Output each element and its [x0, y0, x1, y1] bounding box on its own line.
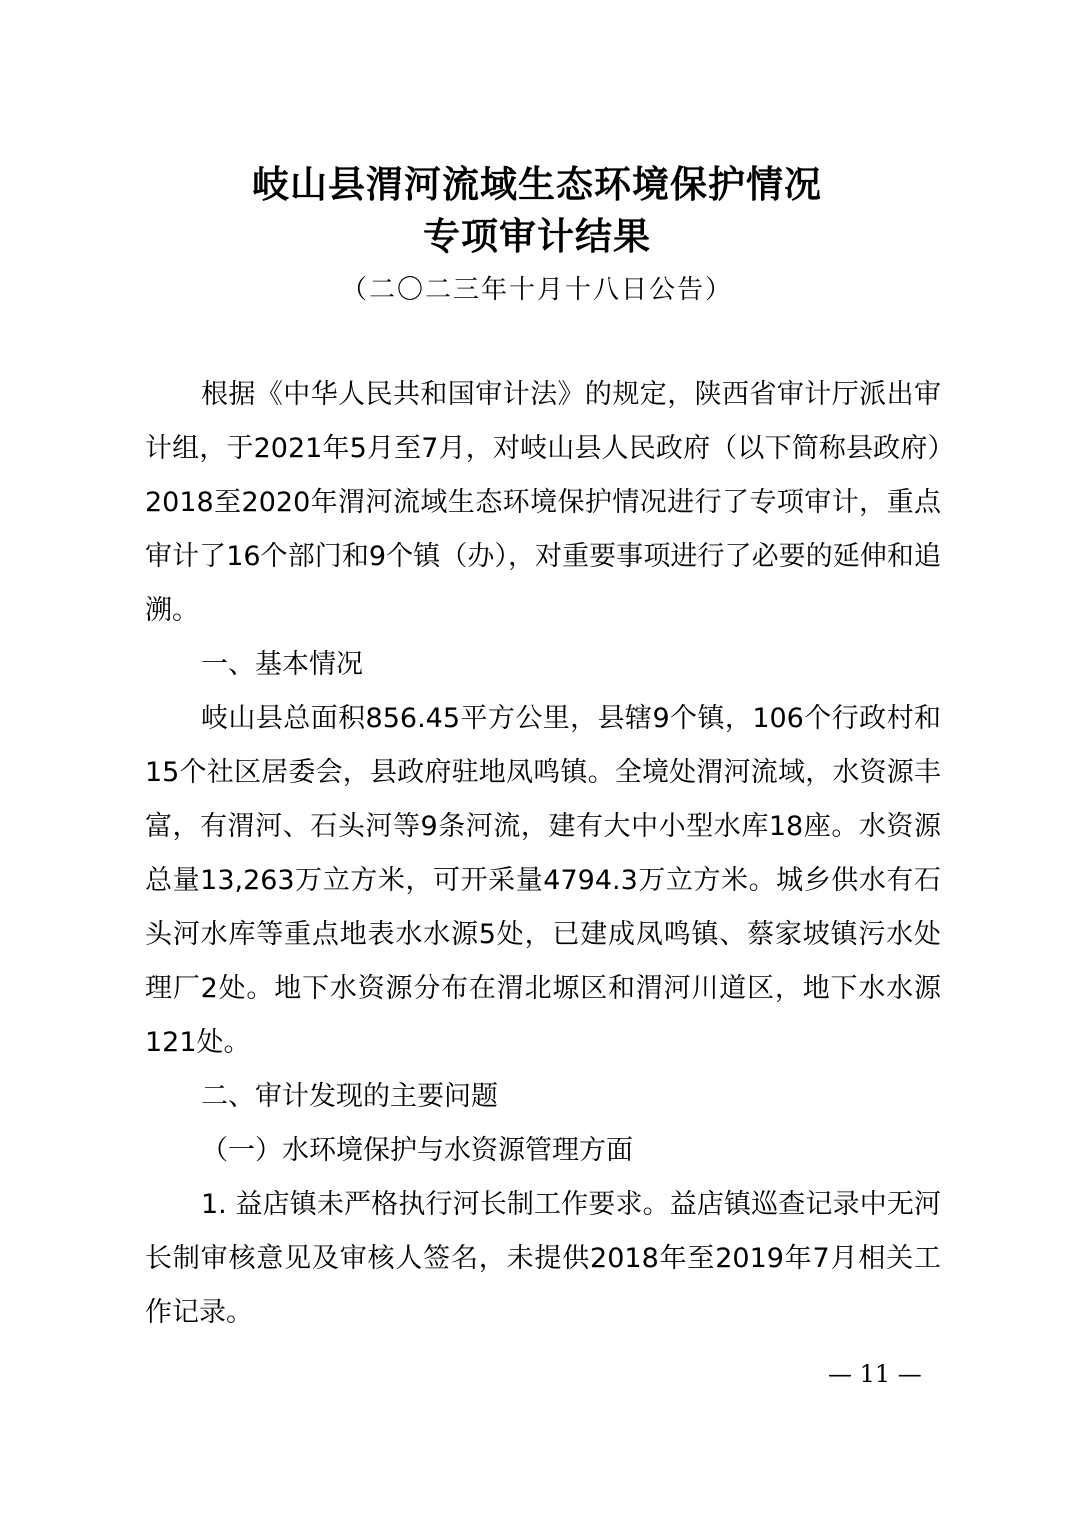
- intro-paragraph: 根据《中华人民共和国审计法》的规定，陕西省审计厅派出审计组，于2021年5月至7月，对岐山县人民政府（以下简称县政府）2018至2020年渭河流域生态环境保护情况进行了专项审计，重点审计了16个部门和9个镇（办），对重要事项进行了必要的延伸和追溯。: [145, 379, 941, 626]
- page-number: — 11 —: [828, 1360, 922, 1388]
- document-title-line2: 专项审计结果: [423, 214, 651, 258]
- section-heading-main-issues: 二、审计发现的主要问题: [201, 1081, 498, 1112]
- issue-paragraph-1: 1. 益店镇未严格执行河长制工作要求。益店镇巡查记录中无河长制审核意见及审核人签名，未提供2018年至2019年7月相关工作记录。: [145, 1189, 941, 1328]
- announcement-date: （二〇二三年十月十八日公告）: [340, 275, 733, 305]
- basic-info-paragraph: 岐山县总面积856.45平方公里，县辖9个镇，106个行政村和15个社区居委会，县政府驻地凤鸣镇。全境处渭河流域，水资源丰富，有渭河、石头河等9条河流，建有大中小型水库18座。水资源总量13,263万立方米，可开采量4794.3万立方米。城乡供水有石头河水库等重点地表水水源5处，已建成凤鸣镇、蔡家坡镇污水处理厂2处。地下水资源分布在渭北塬区和渭河川道区，地下水水源121处。: [145, 703, 941, 1058]
- document-body: [145, 368, 941, 1340]
- subsection-heading-water: （一）水环境保护与水资源管理方面: [201, 1135, 633, 1166]
- section-heading-basic-info: 一、基本情况: [201, 649, 363, 680]
- document-title-line1: 岐山县渭河流域生态环境保护情况: [252, 162, 822, 206]
